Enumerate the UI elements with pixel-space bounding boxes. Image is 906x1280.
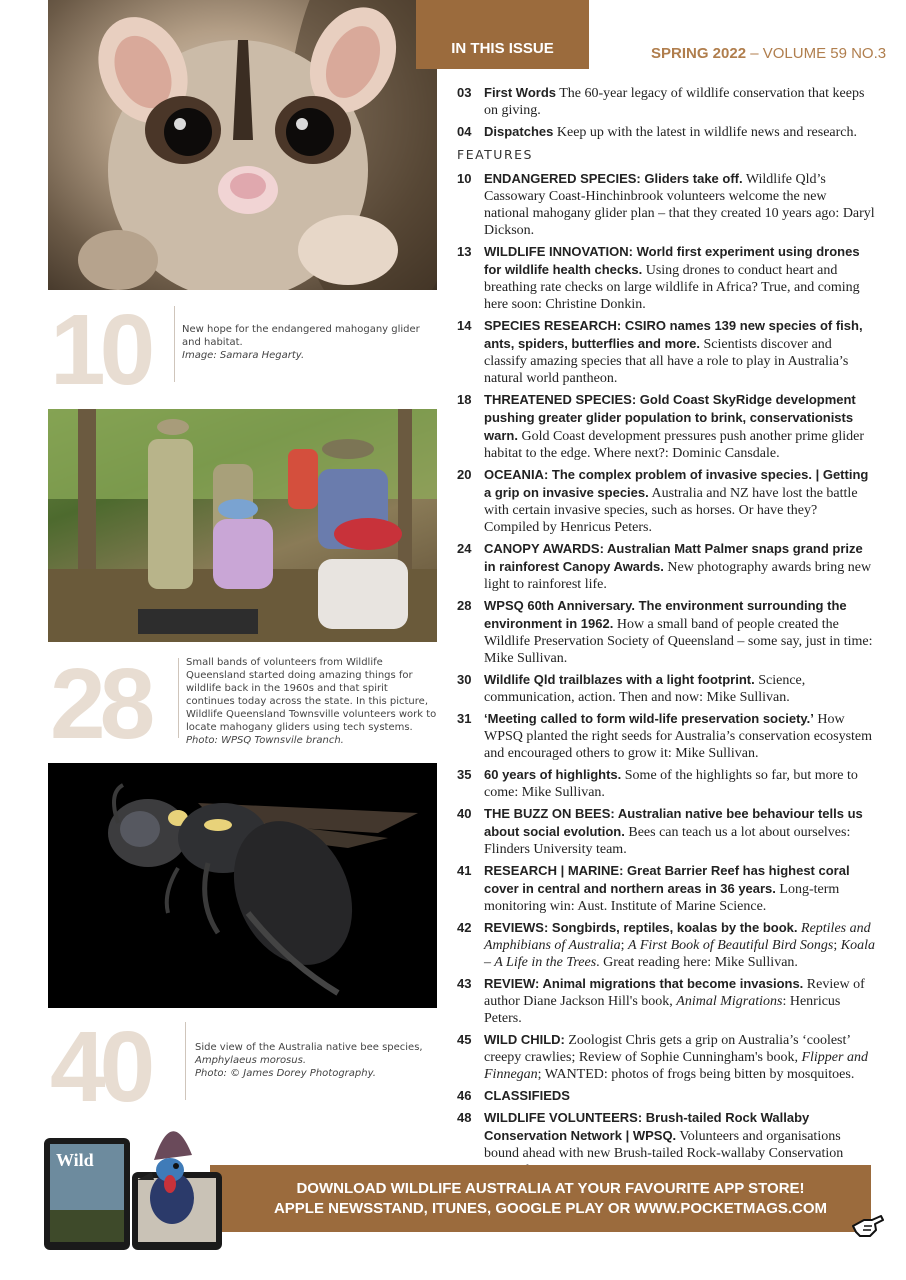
toc-page-number: 31: [457, 711, 472, 726]
toc-description: Long-term monitoring win: Aust. Institute of Marine Science.: [484, 882, 840, 914]
toc-description: Scientists discover and classify amazing species that all have a role to play in Australia’s natural world pantheon.: [484, 337, 849, 386]
toc-entry: [457, 391, 875, 462]
page-number-40: 40: [50, 1011, 150, 1123]
toc-description: New photography awards bring new light to rainforest life.: [484, 560, 872, 592]
toc-page-number: 18: [457, 392, 472, 407]
in-this-issue-tab: IN THIS ISSUE: [416, 0, 589, 69]
glider-illustration: [48, 0, 437, 290]
toc-entry: [457, 710, 875, 762]
toc-heading: WILDLIFE VOLUNTEERS: Brush-tailed Rock Wallaby Conservation Network | WPSQ.: [484, 1110, 810, 1143]
toc-description: Using drones to conduct heart and breathing rate checks on large wildlife in Africa? True, and coming here soon: Christine Donkin.: [484, 263, 860, 312]
caption-credit: Photo: WPSQ Townsvile branch.: [186, 735, 344, 746]
toc-entry: [457, 975, 875, 1027]
caption-text: Side view of the Australia native bee species,: [195, 1042, 423, 1053]
toc-page-number: 45: [457, 1032, 472, 1047]
toc-description: How WPSQ planted the right seeds for Australia’s conservation ecosystem and encouraged others to grow it: Mike Sullivan.: [484, 712, 873, 761]
toc-page-number: 10: [457, 171, 472, 186]
toc-page-number: 14: [457, 318, 472, 333]
volunteers-illustration: [48, 409, 437, 642]
toc-heading: REVIEW: Animal migrations that become invasions.: [484, 976, 804, 991]
toc-entry: [457, 317, 875, 387]
toc-description: ;: [620, 938, 629, 953]
toc-page-number: 41: [457, 863, 472, 878]
toc-description: Keep up with the latest in wildlife news and research.: [553, 125, 857, 140]
toc-description: . Great reading here: Mike Sullivan.: [596, 955, 798, 970]
bee-caption: [195, 1041, 435, 1080]
caption-credit: Photo: © James Dorey Photography.: [195, 1068, 376, 1079]
toc-heading: First Words: [484, 85, 556, 100]
caption-text: Small bands of volunteers from Wildlife Queensland started doing amazing things for wildlife back in the 1960s and that spirit continues today across the state. In this picture, Wildlife Queensland Townsville volunteers work to locate mahogany gliders using tech systems.: [186, 657, 437, 733]
toc-description: ; WANTED: photos of frogs being bitten by mosquitoes.: [537, 1067, 855, 1082]
volunteers-caption: [186, 656, 438, 747]
toc-description: The 60-year legacy of wildlife conservation that keeps on giving.: [484, 86, 865, 118]
toc-heading: ENDANGERED SPECIES: Gliders take off.: [484, 171, 743, 186]
toc-heading: WPSQ 60th Anniversary. The environment surrounding the environment in 1962.: [484, 598, 847, 631]
caption-divider: [174, 306, 175, 382]
features-label: FEATURES: [457, 147, 533, 162]
issue-volume: – VOLUME 59 NO.3: [746, 45, 887, 62]
toc-page-number: 04: [457, 124, 472, 139]
toc-description: Science, communication, action. Then and now: Mike Sullivan.: [484, 673, 806, 705]
caption-divider: [178, 658, 179, 738]
toc-heading: CANOPY AWARDS: Australian Matt Palmer snaps grand prize in rainforest Canopy Awards.: [484, 541, 863, 574]
toc-description: Bees can teach us a lot about ourselves: Flinders University team.: [484, 825, 851, 857]
toc-entry: [457, 84, 875, 119]
pointing-hand-icon[interactable]: [850, 1212, 884, 1240]
toc-page-number: 13: [457, 244, 472, 259]
toc-entry: [457, 919, 875, 971]
table-of-contents: [457, 84, 875, 1183]
page-number-10: 10: [50, 294, 150, 406]
toc-heading: THREATENED SPECIES: Gold Coast SkyRidge development pushing greater glider population to brink, conservationists warn.: [484, 392, 856, 443]
toc-page-number: 20: [457, 467, 472, 482]
toc-description: Some of the highlights so far, but more to come: Mike Sullivan.: [484, 768, 858, 800]
toc-heading: THE BUZZ ON BEES: Australian native bee behaviour tells us about social evolution.: [484, 806, 863, 839]
toc-entry: [457, 671, 875, 706]
toc-entry: [457, 170, 875, 239]
book-title: A First Book of Beautiful Bird Songs: [628, 938, 834, 953]
toc-heading: SPECIES RESEARCH: CSIRO names 139 new species of fish, ants, spiders, butterflies and more.: [484, 318, 863, 351]
toc-heading: WILDLIFE INNOVATION: World first experiment using drones for wildlife health checks.: [484, 244, 860, 277]
toc-heading: ‘Meeting called to form wild-life preservation society.’: [484, 711, 814, 726]
toc-page-number: 03: [457, 85, 472, 100]
toc-entry: [457, 1031, 875, 1083]
issue-info: [651, 45, 886, 62]
book-title: Reptiles and Amphibians of Australia: [484, 921, 871, 953]
caption-species: Amphylaeus morosus.: [195, 1055, 306, 1066]
toc-page-number: 28: [457, 598, 472, 613]
caption-divider: [185, 1022, 186, 1100]
tablet-phone-graphic: [42, 1110, 227, 1260]
toc-description: Volunteers and organisations bound ahead with new Brush-tailed Rock-wallaby Conservation: [484, 1129, 844, 1161]
toc-page-number: 42: [457, 920, 472, 935]
volunteers-photo: [48, 409, 437, 642]
toc-entry: [457, 597, 875, 667]
book-title: Flipper and Finnegan: [484, 1050, 868, 1082]
toc-page-number: 30: [457, 672, 472, 687]
toc-heading: Wildlife Qld trailblazes with a light footprint.: [484, 672, 755, 687]
toc-description: How a small band of people created the Wildlife Preservation Society of Queensland – some say, just in time: Mike Sullivan.: [484, 617, 873, 666]
toc-description: Zoologist Chris gets a grip on Australia’s ‘coolest’ creepy crawlies; Review of Sophie Cunningham's book,: [484, 1033, 851, 1065]
toc-entry: [457, 862, 875, 915]
toc-description: Australia and NZ have lost the battle with certain invasive species, such as horses. Or have they? Compiled by Henricus Peters.: [484, 486, 858, 535]
toc-heading: WILD CHILD:: [484, 1032, 565, 1047]
magazine-masthead: Wild: [56, 1150, 94, 1170]
toc-entry: [457, 766, 875, 801]
toc-page-number: 35: [457, 767, 472, 782]
glider-caption: [182, 323, 432, 362]
toc-description: : Henricus Peters.: [484, 994, 841, 1026]
toc-description: ;: [833, 938, 841, 953]
toc-page-number: 40: [457, 806, 472, 821]
toc-page-number: 24: [457, 541, 472, 556]
toc-entry: [457, 805, 875, 858]
bee-illustration: [48, 763, 437, 1008]
toc-description: Gold Coast development pressures push another prime glider habitat to the edge. Where next?: Dominic Cansdale.: [484, 429, 865, 461]
caption-credit: Image: Samara Hegarty.: [182, 350, 305, 361]
glider-photo: [48, 0, 437, 290]
toc-entry: [457, 123, 875, 141]
book-title: Koala – A Life in the Trees: [484, 938, 875, 970]
toc-heading: CLASSIFIEDS: [484, 1088, 570, 1103]
toc-page-number: 48: [457, 1110, 472, 1125]
app-store-banner[interactable]: [210, 1165, 871, 1232]
page-number-28: 28: [50, 648, 150, 760]
toc-description: Review of author Diane Jackson Hill's book,: [484, 977, 865, 1009]
toc-page-number: 46: [457, 1088, 472, 1103]
toc-page-number: 43: [457, 976, 472, 991]
toc-heading: OCEANIA: The complex problem of invasive species. | Getting a grip on invasive species.: [484, 467, 869, 500]
toc-entry: [457, 1087, 875, 1105]
toc-entry: [457, 243, 875, 313]
toc-heading: 60 years of highlights.: [484, 767, 622, 782]
devices-illustration: [42, 1110, 227, 1260]
banner-line-1: DOWNLOAD WILDLIFE AUSTRALIA AT YOUR FAVOURITE APP STORE!: [296, 1180, 805, 1197]
banner-line-2: APPLE NEWSSTAND, ITUNES, GOOGLE PLAY OR WWW.POCKETMAGS.COM: [273, 1200, 828, 1217]
toc-heading: RESEARCH | MARINE: Great Barrier Reef has highest coral cover in central and northern areas in 36 years.: [484, 863, 850, 896]
book-title: Animal Migrations: [676, 994, 783, 1009]
toc-description: Wildlife Qld’s Cassowary Coast-Hinchinbrook volunteers welcome the new national mahogany glider plan – that they created 10 years ago: Daryl Dickson.: [484, 172, 875, 238]
toc-heading: Dispatches: [484, 124, 554, 139]
toc-heading: REVIEWS: Songbirds, reptiles, koalas by the book.: [484, 920, 798, 935]
bee-photo: [48, 763, 437, 1008]
issue-season: SPRING 2022: [651, 45, 747, 62]
caption-text: New hope for the endangered mahogany glider and habitat.: [182, 324, 420, 348]
toc-entry: [457, 540, 875, 593]
toc-entry: [457, 466, 875, 536]
